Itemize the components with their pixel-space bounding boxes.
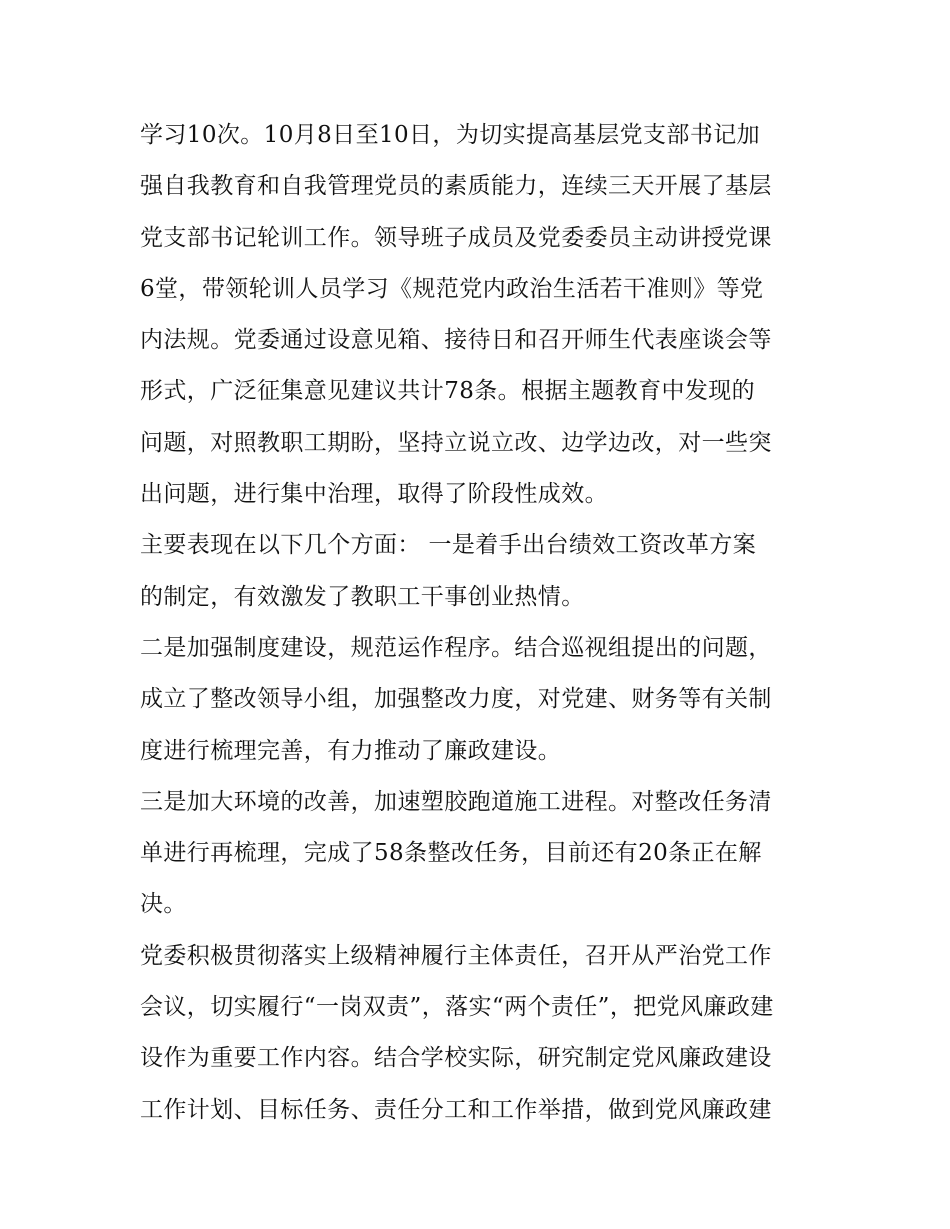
text-line: 党支部书记轮训工作。领导班子成员及党委委员主动讲授党课 — [140, 224, 772, 251]
text-line: 工作计划、目标任务、责任分工和工作举措，做到党风廉政建 — [140, 1096, 772, 1123]
text-line: 6堂，带领轮训人员学习《规范党内政治生活若干准则》等党 — [140, 275, 764, 302]
document-body — [140, 110, 812, 1136]
text-line: 问题，对照教职工期盼，坚持立说立改、边学边改，对一些突 — [140, 429, 772, 456]
text-line: 出问题，进行集中治理，取得了阶段性成效。 — [140, 481, 608, 508]
text-line: 成立了整改领导小组，加强整改力度，对党建、财务等有关制 — [140, 686, 772, 713]
text-line: 会议，切实履行“一岗双责”，落实“两个责任”，把党风廉政建 — [140, 994, 774, 1021]
text-line: 强自我教育和自我管理党员的素质能力，连续三天开展了基层 — [140, 173, 772, 200]
text-line: 决。 — [140, 891, 187, 918]
text-line: 设作为重要工作内容。结合学校实际，研究制定党风廉政建设 — [140, 1045, 772, 1072]
text-line: 三是加大环境的改善，加速塑胶跑道施工进程。对整改任务清 — [140, 788, 772, 815]
text-line: 的制定，有效激发了教职工干事创业热情。 — [140, 583, 585, 610]
text-line: 党委积极贯彻落实上级精神履行主体责任，召开从严治党工作 — [140, 942, 772, 969]
text-line: 主要表现在以下几个方面： 一是着手出台绩效工资改革方案 — [140, 532, 757, 559]
text-line: 内法规。党委通过设意见箱、接待日和召开师生代表座谈会等 — [140, 327, 772, 354]
text-line: 形式，广泛征集意见建议共计78条。根据主题教育中发现的 — [140, 378, 756, 405]
text-line: 二是加强制度建设，规范运作程序。结合巡视组提出的问题， — [140, 634, 772, 661]
text-line: 学习10次。10月8日至10日，为切实提高基层党支部书记加 — [140, 122, 761, 148]
text-line: 度进行梳理完善，有力推动了廉政建设。 — [140, 737, 562, 764]
text-line: 单进行再梳理，完成了58条整改任务，目前还有20条正在解 — [140, 840, 762, 867]
